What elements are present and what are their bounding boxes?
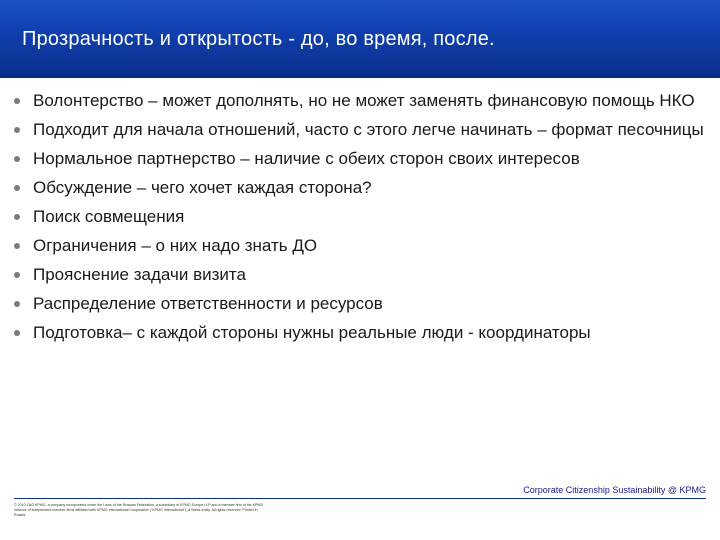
bullet-dot-icon [14, 98, 20, 104]
bullet-text: Волонтерство – может дополнять, но не может заменять финансовую помощь НКО [33, 91, 695, 110]
header-band [0, 0, 720, 78]
bullet-text: Подходит для начала отношений, часто с этого легче начинать – формат песочницы [33, 120, 704, 139]
bullet-dot-icon [14, 243, 20, 249]
bullet-item [14, 177, 704, 199]
bullet-item [14, 148, 704, 170]
bullet-list [14, 90, 704, 351]
bullet-text: Нормальное партнерство – наличие с обеих сторон своих интересов [33, 149, 580, 168]
bullet-text: Подготовка– с каждой стороны нужны реальные люди - координаторы [33, 323, 591, 342]
slide-title: Прозрачность и открытость - до, во время, после. [22, 28, 495, 50]
bullet-dot-icon [14, 127, 20, 133]
bullet-item [14, 90, 704, 112]
bullet-text: Ограничения – о них надо знать ДО [33, 236, 318, 255]
bullet-text: Распределение ответственности и ресурсов [33, 294, 383, 313]
bullet-dot-icon [14, 301, 20, 307]
bullet-dot-icon [14, 185, 20, 191]
bullet-item [14, 264, 704, 286]
bullet-item [14, 293, 704, 315]
bullet-text: Прояснение задачи визита [33, 265, 246, 284]
bullet-dot-icon [14, 214, 20, 220]
bullet-dot-icon [14, 330, 20, 336]
bullet-item [14, 206, 704, 228]
bullet-item [14, 235, 704, 257]
bullet-dot-icon [14, 156, 20, 162]
bullet-item [14, 322, 704, 344]
copyright-notice: © 2010 ZAO KPMG, a company incorporated under the Laws of the Russian Federation, a subsidiary of KPMG Europe LLP and a member firm of the KPMG network of independent member firms affiliated with KPMG International Cooperative ("KPMG International"), a Swiss entity. All rights reserved. Printed in Russia. [14, 503, 264, 517]
bullet-text: Обсуждение – чего хочет каждая сторона? [33, 178, 372, 197]
footer-brand: Corporate Citizenship Sustainability @ KPMG [523, 485, 706, 495]
footer-divider [14, 498, 706, 499]
bullet-item [14, 119, 704, 141]
bullet-text: Поиск совмещения [33, 207, 185, 226]
bullet-dot-icon [14, 272, 20, 278]
